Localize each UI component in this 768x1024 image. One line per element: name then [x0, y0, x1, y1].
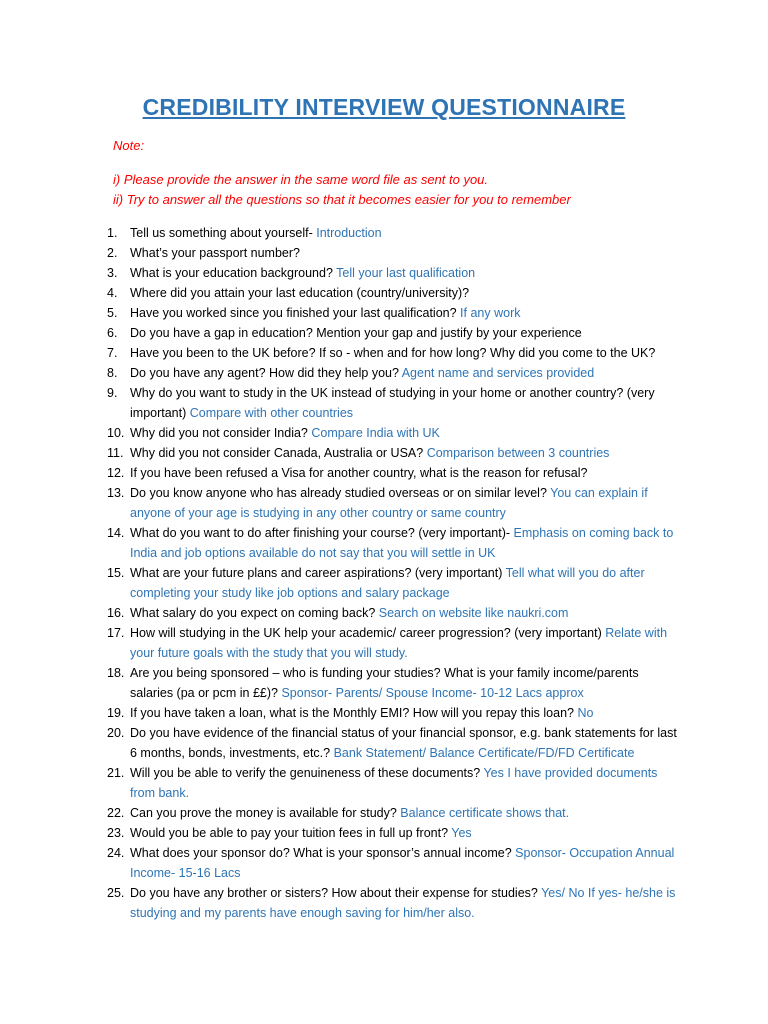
question-text: What does your sponsor do? What is your sponsor’s annual income?	[130, 846, 516, 860]
answer-hint: Comparison between 3 countries	[426, 446, 610, 460]
note-line: ii) Try to answer all the questions so that it becomes easier for you to remember	[113, 192, 571, 207]
question-number: 25.	[107, 886, 125, 900]
question-number: 6.	[107, 326, 118, 340]
question-text: What salary do you expect on coming back?	[130, 606, 379, 620]
answer-hint: Agent name and services provided	[401, 366, 595, 380]
question-item	[0, 243, 768, 263]
answer-hint: Tell your last qualification	[336, 266, 476, 280]
answer-hint: You can explain if anyone of your age is studying in any other country or same country	[130, 486, 648, 520]
question-text: Tell us something about yourself-	[130, 226, 317, 240]
question-text: Do you know anyone who has already studied overseas or on similar level?	[130, 486, 551, 500]
question-item	[0, 323, 768, 343]
question-number: 24.	[107, 846, 125, 860]
question-item	[0, 663, 768, 703]
question-number: 8.	[107, 366, 118, 380]
question-text: Can you prove the money is available for study?	[130, 806, 401, 820]
question-item	[0, 343, 768, 363]
question-number: 2.	[107, 246, 118, 260]
answer-hint: If any work	[460, 306, 521, 320]
question-item	[0, 803, 768, 823]
question-item	[0, 723, 768, 763]
question-text: Have you been to the UK before? If so - when and for how long? Why did you come to the UK?	[130, 346, 656, 360]
question-number: 3.	[107, 266, 118, 280]
question-number: 19.	[107, 706, 125, 720]
question-number: 14.	[107, 526, 125, 540]
question-number: 17.	[107, 626, 125, 640]
question-text: What do you want to do after finishing your course? (very important)-	[130, 526, 514, 540]
question-text: Would you be able to pay your tuition fees in full up front?	[130, 826, 452, 840]
question-item	[0, 263, 768, 283]
question-item	[0, 603, 768, 623]
document-title: CREDIBILITY INTERVIEW QUESTIONNAIRE	[142, 94, 626, 120]
question-number: 5.	[107, 306, 118, 320]
question-item	[0, 483, 768, 523]
question-number: 18.	[107, 666, 125, 680]
question-number: 7.	[107, 346, 118, 360]
question-text: If you have taken a loan, what is the Monthly EMI? How will you repay this loan?	[130, 706, 578, 720]
question-text: What are your future plans and career aspirations? (very important)	[130, 566, 506, 580]
question-item	[0, 363, 768, 383]
question-text: If you have been refused a Visa for another country, what is the reason for refusal?	[130, 466, 588, 480]
answer-hint: Search on website like naukri.com	[378, 606, 569, 620]
question-text: Do you have a gap in education? Mention your gap and justify by your experience	[130, 326, 582, 340]
question-number: 23.	[107, 826, 125, 840]
question-item	[0, 563, 768, 603]
question-number: 15.	[107, 566, 125, 580]
question-text: Do you have evidence of the financial status of your financial sponsor, e.g. bank statements for last 6 months, bonds, investments, etc.?	[130, 726, 677, 760]
question-text: How will studying in the UK help your academic/ career progression? (very important)	[130, 626, 606, 640]
question-number: 1.	[107, 226, 118, 240]
question-text: Why did you not consider India?	[130, 426, 312, 440]
question-text: Where did you attain your last education (country/university)?	[130, 286, 470, 300]
question-item	[0, 303, 768, 323]
question-text: Are you being sponsored – who is funding your studies? What is your family income/parents salaries (pa or pcm in ££)?	[130, 666, 639, 700]
answer-hint: Emphasis on coming back to India and job options available do not say that you will settle in UK	[130, 526, 674, 560]
answer-hint: Yes/ No If yes- he/she is studying and my parents have enough saving for him/her also.	[130, 886, 676, 920]
question-text: What’s your passport number?	[130, 246, 300, 260]
question-number: 22.	[107, 806, 125, 820]
question-text: Why do you want to study in the UK instead of studying in your home or another country? (very important)	[130, 386, 655, 420]
note-heading: Note:	[113, 138, 145, 153]
question-number: 11.	[107, 446, 124, 460]
answer-hint: Sponsor- Occupation Annual Income- 15-16 Lacs	[130, 846, 675, 880]
question-item	[0, 523, 768, 563]
question-text: What is your education background?	[130, 266, 337, 280]
question-number: 4.	[107, 286, 118, 300]
question-list	[0, 223, 768, 923]
question-item	[0, 223, 768, 243]
question-item	[0, 283, 768, 303]
question-number: 13.	[107, 486, 125, 500]
question-text: Have you worked since you finished your last qualification?	[130, 306, 461, 320]
question-item	[0, 843, 768, 883]
question-text: Do you have any agent? How did they help you?	[130, 366, 402, 380]
answer-hint: Introduction	[316, 226, 382, 240]
answer-hint: No	[577, 706, 594, 720]
question-item	[0, 883, 768, 923]
note-line: i) Please provide the answer in the same word file as sent to you.	[113, 172, 489, 187]
question-text: Why did you not consider Canada, Australia or USA?	[130, 446, 427, 460]
question-item	[0, 443, 768, 463]
answer-hint: Yes	[451, 826, 472, 840]
answer-hint: Relate with your future goals with the study that you will study.	[130, 626, 668, 660]
answer-hint: Bank Statement/ Balance Certificate/FD/FD Certificate	[333, 746, 635, 760]
question-number: 16.	[107, 606, 125, 620]
answer-hint: Yes I have provided documents from bank.	[130, 766, 658, 800]
answer-hint: Balance certificate shows that.	[400, 806, 570, 820]
question-item	[0, 763, 768, 803]
question-number: 20.	[107, 726, 125, 740]
question-text: Do you have any brother or sisters? How about their expense for studies?	[130, 886, 542, 900]
answer-hint: Compare India with UK	[311, 426, 440, 440]
question-number: 21.	[107, 766, 125, 780]
question-item	[0, 823, 768, 843]
question-number: 10.	[107, 426, 125, 440]
answer-hint: Sponsor- Parents/ Spouse Income- 10-12 Lacs approx	[281, 686, 584, 700]
question-item	[0, 623, 768, 663]
question-number: 12.	[107, 466, 125, 480]
question-text: Will you be able to verify the genuineness of these documents?	[130, 766, 484, 780]
answer-hint: Compare with other countries	[189, 406, 354, 420]
note-block	[113, 136, 571, 210]
question-item	[0, 703, 768, 723]
question-item	[0, 383, 768, 423]
question-item	[0, 423, 768, 443]
answer-hint: Tell what will you do after completing your study like job options and salary package	[130, 566, 645, 600]
question-item	[0, 463, 768, 483]
question-number: 9.	[107, 386, 118, 400]
